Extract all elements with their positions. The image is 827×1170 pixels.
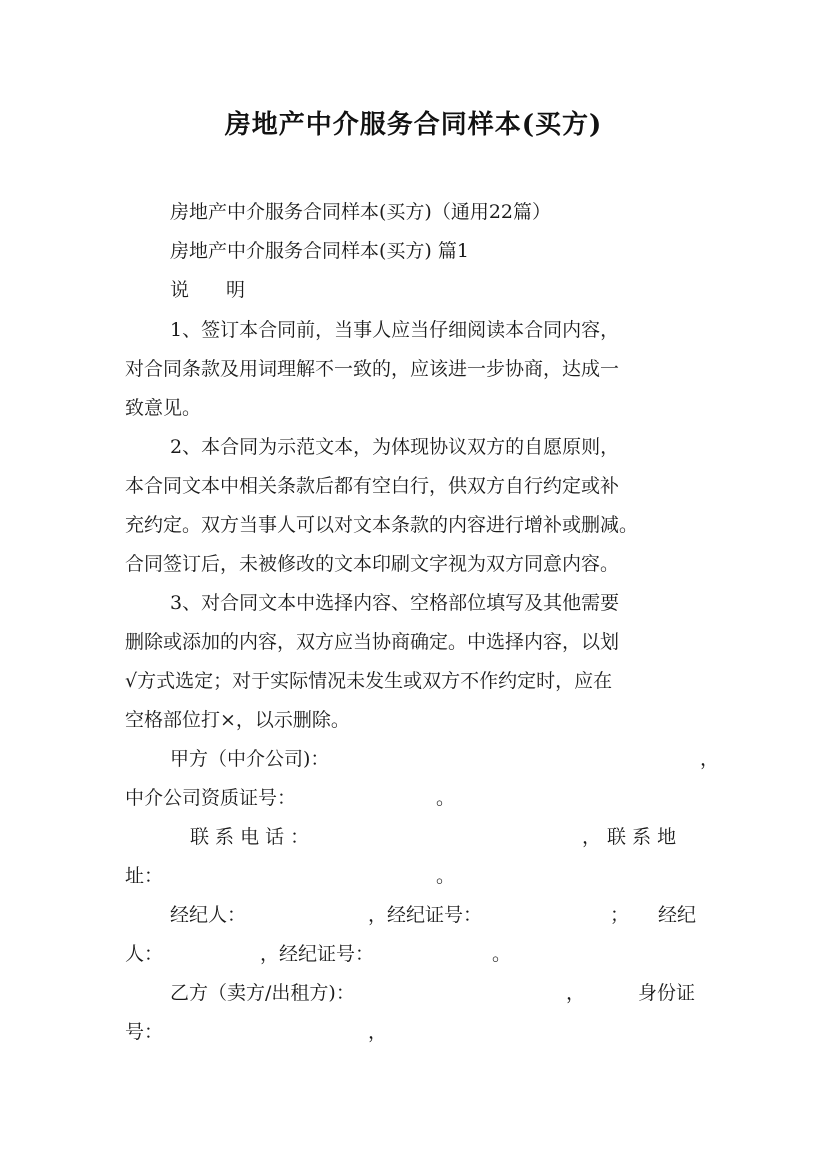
party-b-label: 乙方（卖方/出租方)： [170,982,355,1004]
agency-license-end: 。 [436,787,456,809]
id-number-comma: ， [368,1021,388,1043]
paragraph-3-line-3: √方式选定；对于实际情况未发生或双方不作约定时，应在 [125,670,613,692]
agent-2-label-start: 经纪 [658,904,697,926]
party-a-label: 甲方（中介公司)： [170,748,330,770]
party-a-comma: ， [700,748,720,770]
explanation-heading-char1: 说 [170,279,190,301]
agent-1-label: 经纪人： [170,904,247,926]
paragraph-1-line-2: 对合同条款及用词理解不一致的，应该进一步协商，达成一 [125,358,620,380]
id-number-label-cont: 号： [125,1021,164,1043]
paragraph-2-line-1: 2、本合同为示范文本，为体现协议双方的自愿原则， [170,436,620,458]
id-number-label-start: 身份证 [638,982,696,1004]
party-b-comma: ， [566,982,586,1004]
agent-1-semicolon: ； [610,904,630,926]
paragraph-1-line-3: 致意见。 [125,397,202,419]
section-heading: 房地产中介服务合同样本(买方) 篇1 [170,240,469,262]
agency-license-label: 中介公司资质证号： [125,787,297,809]
paragraph-2-line-4: 合同签订后，未被修改的文本印刷文字视为双方同意内容。 [125,553,620,575]
explanation-heading-char2: 明 [226,279,246,301]
paragraph-2-line-3: 充约定。双方当事人可以对文本条款的内容进行增补或删减。 [125,514,639,536]
document-title: 房地产中介服务合同样本(买方) [224,110,603,140]
paragraph-3-line-1: 3、对合同文本中选择内容、空格部位填写及其他需要 [170,592,620,614]
paragraph-3-line-4: 空格部位打×，以示删除。 [125,709,350,731]
contact-phone-label: 联 系 电 话 ： [190,826,310,848]
paragraph-3-line-2: 删除或添加的内容，双方应当协商确定。中选择内容，以划 [125,631,620,653]
paragraph-2-line-2: 本合同文本中相关条款后都有空白行，供双方自行约定或补 [125,475,620,497]
agent-2-label-cont: 人： [125,943,164,965]
contact-address-label: ， 联 系 地 [582,826,677,848]
agent-1-license-label: ，经纪证号： [368,904,483,926]
subtitle-collection: 房地产中介服务合同样本(买方)（通用22篇） [170,201,552,223]
paragraph-1-line-1: 1、签订本合同前，当事人应当仔细阅读本合同内容， [170,319,620,341]
agent-2-end: 。 [492,943,512,965]
address-label-cont: 址： [125,865,164,887]
address-end: 。 [436,865,456,887]
agent-2-license-label: ，经纪证号： [260,943,375,965]
